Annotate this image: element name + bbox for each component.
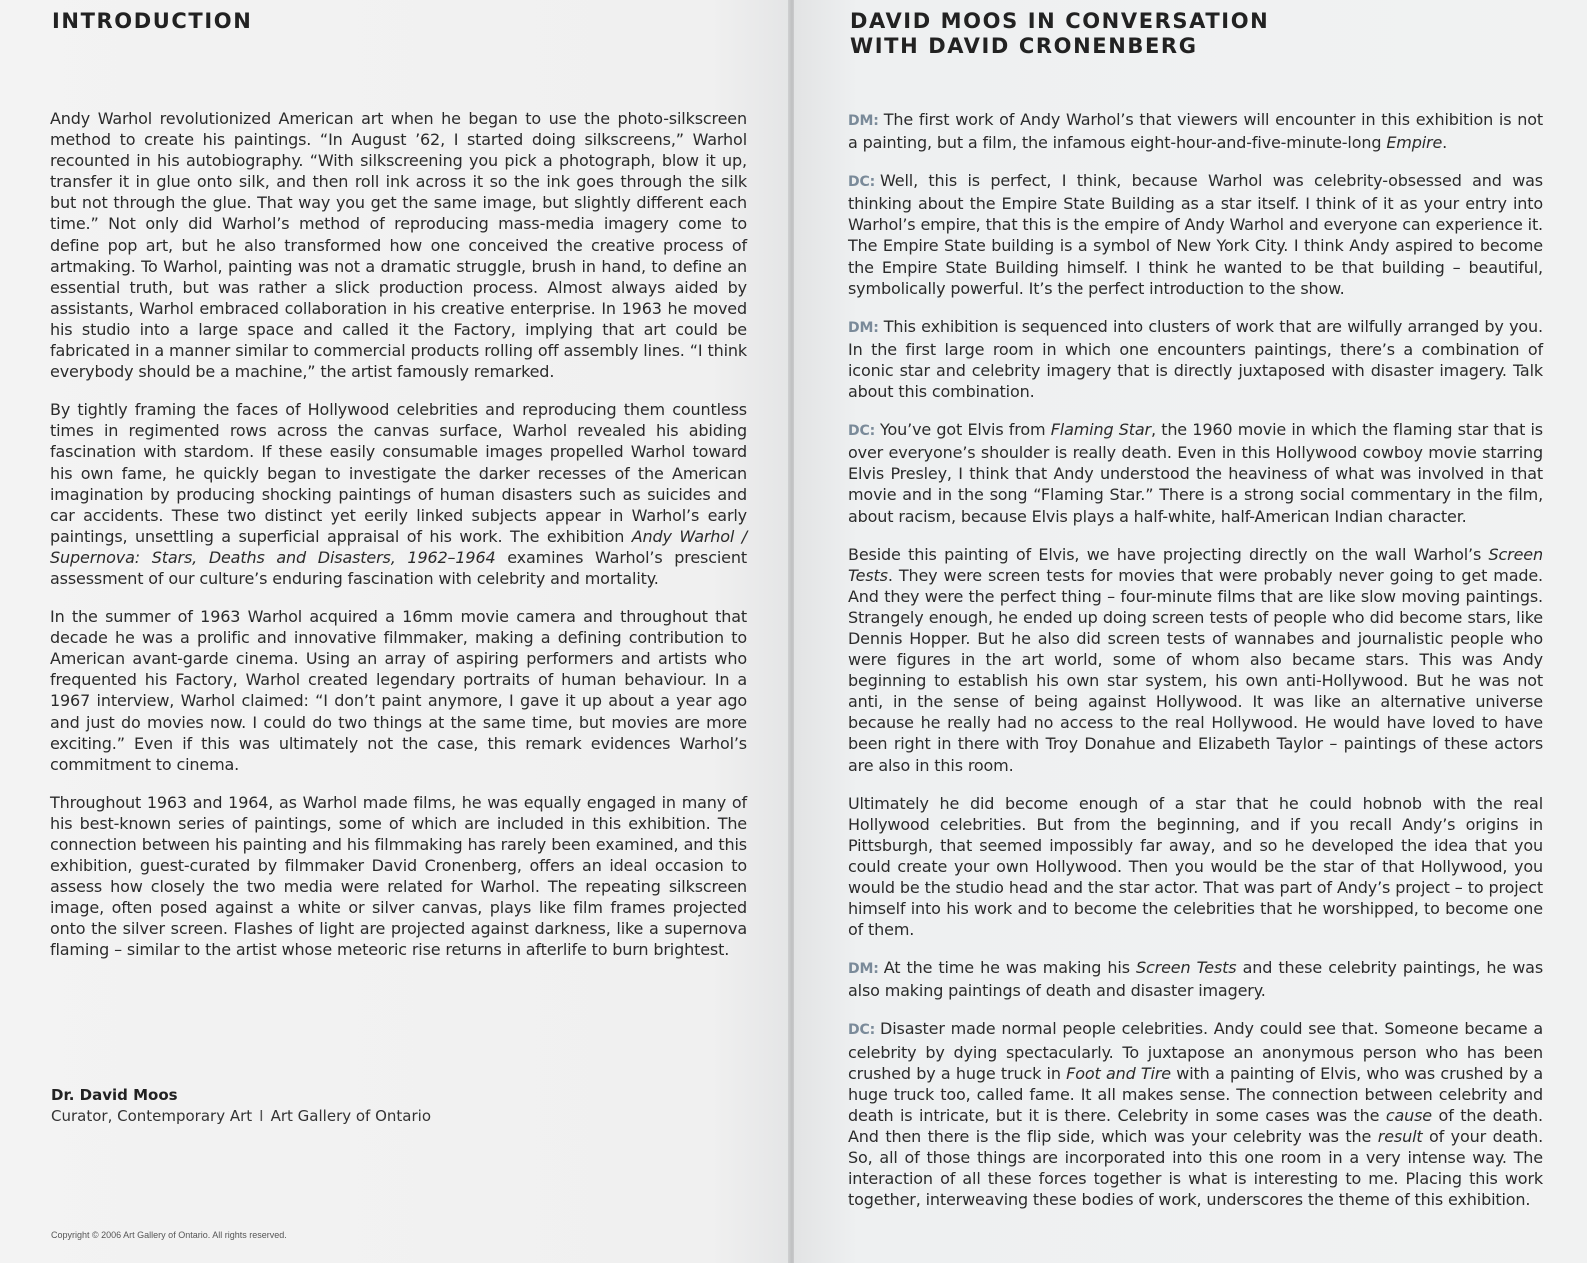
interview-text: Beside this painting of Elvis, we have projecting directly on the wall Warhol’s bbox=[848, 544, 1489, 564]
page-title: INTRODUCTION bbox=[52, 9, 253, 33]
author-title: Curator, Contemporary Art bbox=[51, 1107, 253, 1125]
speaker-label: DC: bbox=[848, 1022, 876, 1039]
interview-paragraph bbox=[848, 544, 1543, 776]
intro-paragraph-1: Andy Warhol revolutionized American art when he began to use the photo-silkscreen method to create his paintings. “In August ’62, I started doing silkscreens,” Warhol recounted in his autobiography. “With silkscreening you pick a photograph, blow it up, transfer it in glue onto silk, and then roll ink across it so the ink goes through the silk but not through the glue. That way you get the same image, but slightly different each time.” Not only did Warhol’s method of reproducing mass-media imagery come to define pop art, but he also transformed how one conceived the creative process of artmaking. To Warhol, painting was not a dramatic struggle, brush in hand, to define an essential truth, but was rather a slick production process. Almost always aided by assistants, Warhol embraced collaboration in his creative enterprise. In 1963 he moved his studio into a large space and called it the Factory, implying that art could be fabricated in a manner similar to commercial products rolling off assembly lines. “I think everybody should be a machine,” the artist famously remarked. bbox=[50, 109, 747, 382]
interview-text: You’ve got Elvis from bbox=[880, 420, 1051, 440]
introduction-text bbox=[50, 108, 747, 978]
work-title: Screen Tests bbox=[1136, 958, 1237, 978]
interview-text: This exhibition is sequenced into clusters of work that are wilfully arranged by you. In the first large room in which one encounters paintings, there’s a combination of iconic star and celebrity imagery that is directly juxtaposed with disaster imagery. Talk about this combination. bbox=[848, 316, 1543, 402]
conversation-title-line-2: WITH DAVID CRONENBERG bbox=[850, 34, 1198, 58]
work-title: Flaming Star bbox=[1050, 420, 1151, 440]
intro-paragraph-2 bbox=[50, 399, 747, 589]
right-page bbox=[794, 0, 1587, 1263]
speaker-label: DM: bbox=[848, 113, 879, 129]
interview-paragraph bbox=[848, 419, 1543, 526]
work-title: result bbox=[1377, 1126, 1423, 1146]
interview-paragraph bbox=[848, 1018, 1543, 1210]
interview-paragraph bbox=[848, 170, 1543, 299]
interview-paragraph bbox=[848, 793, 1543, 941]
speaker-label: DM: bbox=[848, 961, 879, 978]
interview-text: of the death. And then there is the flip side, which was your celebrity was the bbox=[848, 1105, 1543, 1146]
author-institution: Art Gallery of Ontario bbox=[270, 1107, 432, 1125]
interview-paragraph bbox=[848, 316, 1543, 402]
interview-text: Well, this is perfect, I think, because Warhol was celebrity-obsessed and was thinking about the Empire State Building as a star itself. I think of it as your entry into Warhol’s empire, that this is the empire of Andy Warhol and everyone can experience it. The Empire State building is a symbol of New York City. I think Andy aspired to become the Empire State Building himself. I think he wanted to be that building – beautiful, symbolically powerful. It’s the perfect introduction to the show. bbox=[848, 171, 1543, 298]
intro-paragraph-3: In the summer of 1963 Warhol acquired a 16mm movie camera and throughout that decade he was a prolific and innovative filmmaker, making a defining contribution to American avant-garde cinema. Using an array of aspiring performers and artists who frequented his Factory, Warhol created legendary portraits of human behaviour. In a 1967 interview, Warhol claimed: “I don’t paint anymore, I gave it up about a year ago and just do movies now. I could do two things at the same time, but movies are more exciting.” Even if this was ultimately not the case, this remark evidences Warhol’s commitment to cinema. bbox=[50, 607, 747, 774]
intro-paragraph-2-text: By tightly framing the faces of Hollywood celebrities and reproducing them countless times in regimented rows across the canvas surface, Warhol revealed his abiding fascination with stardom. If these easily consumable images propelled Warhol toward his own fame, he quickly began to investigate the darker recesses of the American imagination by producing shocking paintings of human disasters such as suicides and car accidents. These two distinct yet eerily linked subjects appear in Warhol’s early paintings, unsettling a superficial appraisal of his work. The exhibition bbox=[50, 400, 747, 546]
interview-paragraph bbox=[848, 957, 1543, 1001]
work-title: Foot and Tire bbox=[1066, 1063, 1171, 1083]
interview-text: with a painting of Elvis, who was crushed by a huge truck too, called fame. It all makes sense. The connection between celebrity and death is intricate, but it is there. Celebrity in some cases was the bbox=[848, 1063, 1543, 1125]
interview-text: Disaster made normal people celebrities. Andy could see that. Someone became a celebrity by dying spectacularly. To juxtapose an anonymous person who has been crushed by a huge truck in bbox=[848, 1019, 1543, 1083]
author-role bbox=[51, 1105, 431, 1127]
left-page bbox=[0, 0, 790, 1263]
interview-text: Ultimately he did become enough of a star that he could hobnob with the real Hollywood celebrities. But from the beginning, and if you recall Andy’s origins in Pittsburgh, that seemed impossibly far away, and so he developed the idea that you could create your own Hollywood. Then you would be the star of that Hollywood, you would be the studio head and the star actor. That was part of Andy’s project – to project himself into his work and to become the celebrities that he worshipped, to become one of them. bbox=[848, 793, 1543, 940]
interview-text: of your death. So, all of those things are incorporated into this one room in a very intense way. The interaction of all these forces together is what is interesting to me. Placing this work together, interweaving these bodies of work, underscores the theme of this exhibition. bbox=[848, 1126, 1544, 1210]
author-name: Dr. David Moos bbox=[51, 1086, 178, 1104]
separator: I bbox=[259, 1107, 264, 1125]
interview-text: and these celebrity paintings, he was also making paintings of death and disaster imagery. bbox=[848, 958, 1544, 1001]
interview-text: , the 1960 movie in which the flaming star that is over everyone’s shoulder is really death. Even in this Hollywood cowboy movie starring Elvis Presley, I think that Andy understood the heaviness of what was involved in that movie and in the song “Flaming Star.” There is a strong social commentary in the film, about racism, because Elvis plays a half-white, half-American Indian character. bbox=[848, 420, 1543, 526]
conversation-text bbox=[848, 109, 1543, 1227]
speaker-label: DC: bbox=[848, 174, 876, 191]
speaker-label: DC: bbox=[848, 423, 876, 440]
interview-text: At the time he was making his bbox=[883, 958, 1137, 978]
copyright-notice: Copyright © 2006 Art Gallery of Ontario. All rights reserved. bbox=[51, 1230, 287, 1240]
work-title: cause bbox=[1385, 1105, 1433, 1125]
conversation-title bbox=[850, 9, 1269, 59]
intro-paragraph-2-text-end: examines Warhol’s prescient assessment of our culture’s enduring fascination with celebrity and mortality. bbox=[50, 547, 747, 588]
interview-text: The first work of Andy Warhol’s that viewers will encounter in this exhibition is not a painting, but a film, the infamous eight-hour-and-five-minute-long bbox=[848, 110, 1543, 153]
speaker-label: DM: bbox=[848, 319, 879, 336]
conversation-title-line-1: DAVID MOOS IN CONVERSATION bbox=[850, 9, 1270, 33]
interview-paragraph bbox=[848, 109, 1543, 153]
work-title: Screen Tests bbox=[848, 544, 1543, 585]
signature-block bbox=[51, 1085, 431, 1127]
intro-paragraph-4: Throughout 1963 and 1964, as Warhol made films, he was equally engaged in many of his best-known series of paintings, some of which are included in this exhibition. The connection between his painting and his filmmaking has rarely been examined, and this exhibition, guest-curated by filmmaker David Cronenberg, offers an ideal occasion to assess how closely the two media were related for Warhol. The repeating silkscreen image, often posed against a white or silver canvas, plays like film frames projected onto the silver screen. Flashes of light are projected against darkness, like a supernova flaming – similar to the artist whose meteoric rise returns in afterlife to burn brightest. bbox=[50, 792, 747, 960]
exhibition-title: Andy Warhol / Supernova: Stars, Deaths and Disasters, 1962–1964 bbox=[50, 526, 747, 567]
interview-text: . bbox=[1442, 133, 1448, 153]
work-title: Empire bbox=[1386, 133, 1443, 153]
interview-text: . They were screen tests for movies that were probably never going to get made. And they were the perfect thing – four-minute films that are like slow moving paintings. Strangely enough, he ended up doing screen tests of people who did become stars, like Dennis Hopper. But he also did screen tests of wannabes and journalistic people who were figures in the art world, some of whom also became stars. This was Andy beginning to establish his own star system, his own anti-Hollywood. But he was not anti, in the sense of being against Hollywood. It was like an alternative universe because he really had no access to the real Hollywood. He would have loved to have been right in there with Troy Donahue and Elizabeth Taylor – paintings of these actors are also in this room. bbox=[848, 565, 1543, 775]
